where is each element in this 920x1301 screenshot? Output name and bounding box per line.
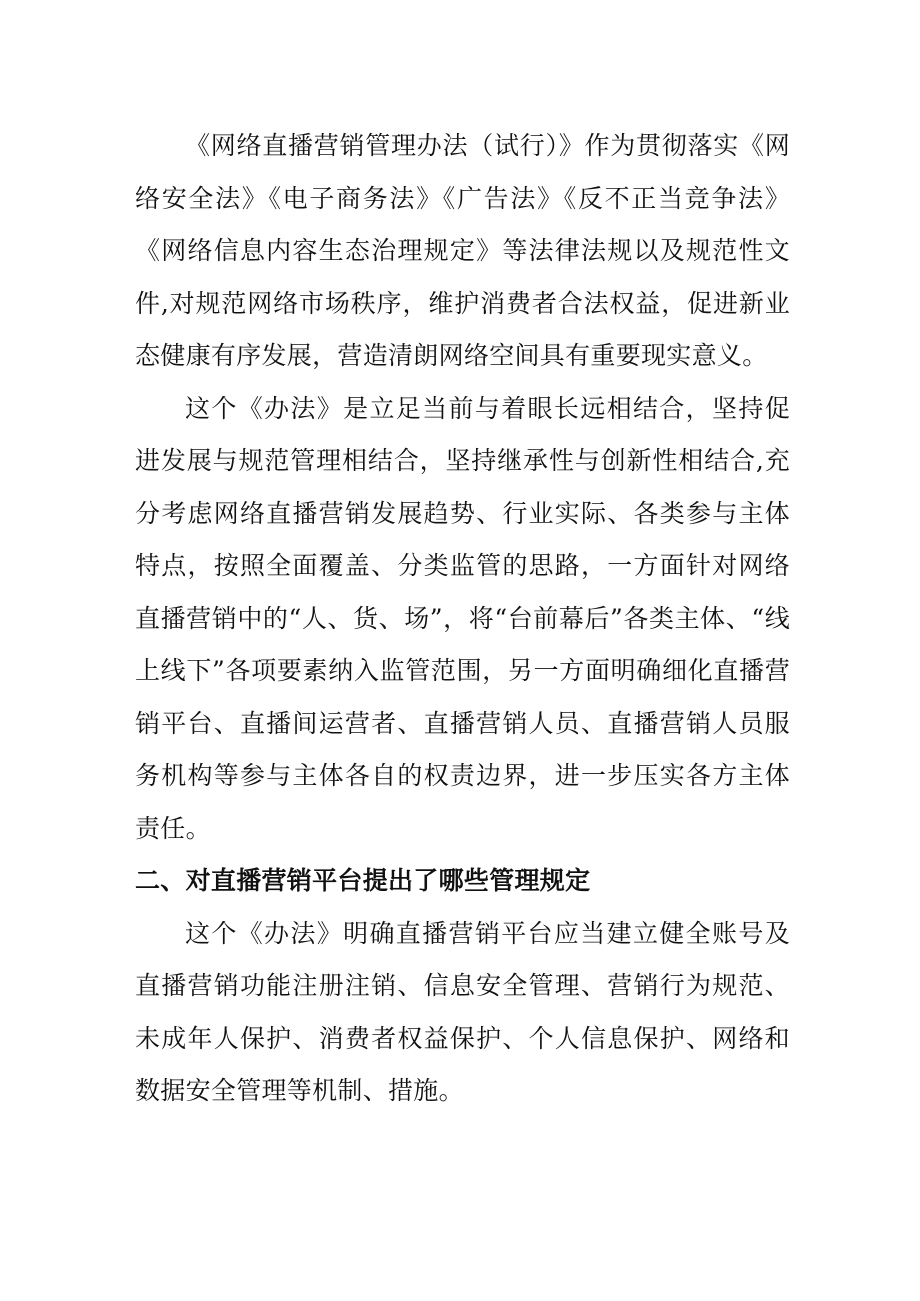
paragraph-platform-rules: 这个《办法》明确直播营销平台应当建立健全账号及直播营销功能注册注销、信息安全管理、营销行为规范、未成年人保护、消费者权益保护、个人信息保护、网络和数据安全管理等机制、措施。 xyxy=(135,918,790,1105)
document-body xyxy=(135,120,790,1118)
paragraph-intro: 《网络直播营销管理办法（试行）》作为贯彻落实《网络安全法》《电子商务法》《广告法》《反不正当竞争法》《网络信息内容生态治理规定》等法律法规以及规范性文件,对规范网络市场秩序，维护消费者合法权益，促进新业态健康有序发展，营造清朗网络空间具有重要现实意义。 xyxy=(135,131,790,370)
paragraph-approach: 这个《办法》是立足当前与着眼长远相结合，坚持促进发展与规范管理相结合，坚持继承性与创新性相结合,充分考虑网络直播营销发展趋势、行业实际、各类参与主体特点，按照全面覆盖、分类监管的思路，一方面针对网络直播营销中的“人、货、场”，将“台前幕后”各类主体、“线上线下”各项要素纳入监管范围，另一方面明确细化直播营销平台、直播间运营者、直播营销人员、直播营销人员服务机构等参与主体各自的权责边界，进一步压实各方主体责任。 xyxy=(135,393,790,843)
section-heading: 二、对直播营销平台提出了哪些管理规定 xyxy=(135,866,591,895)
